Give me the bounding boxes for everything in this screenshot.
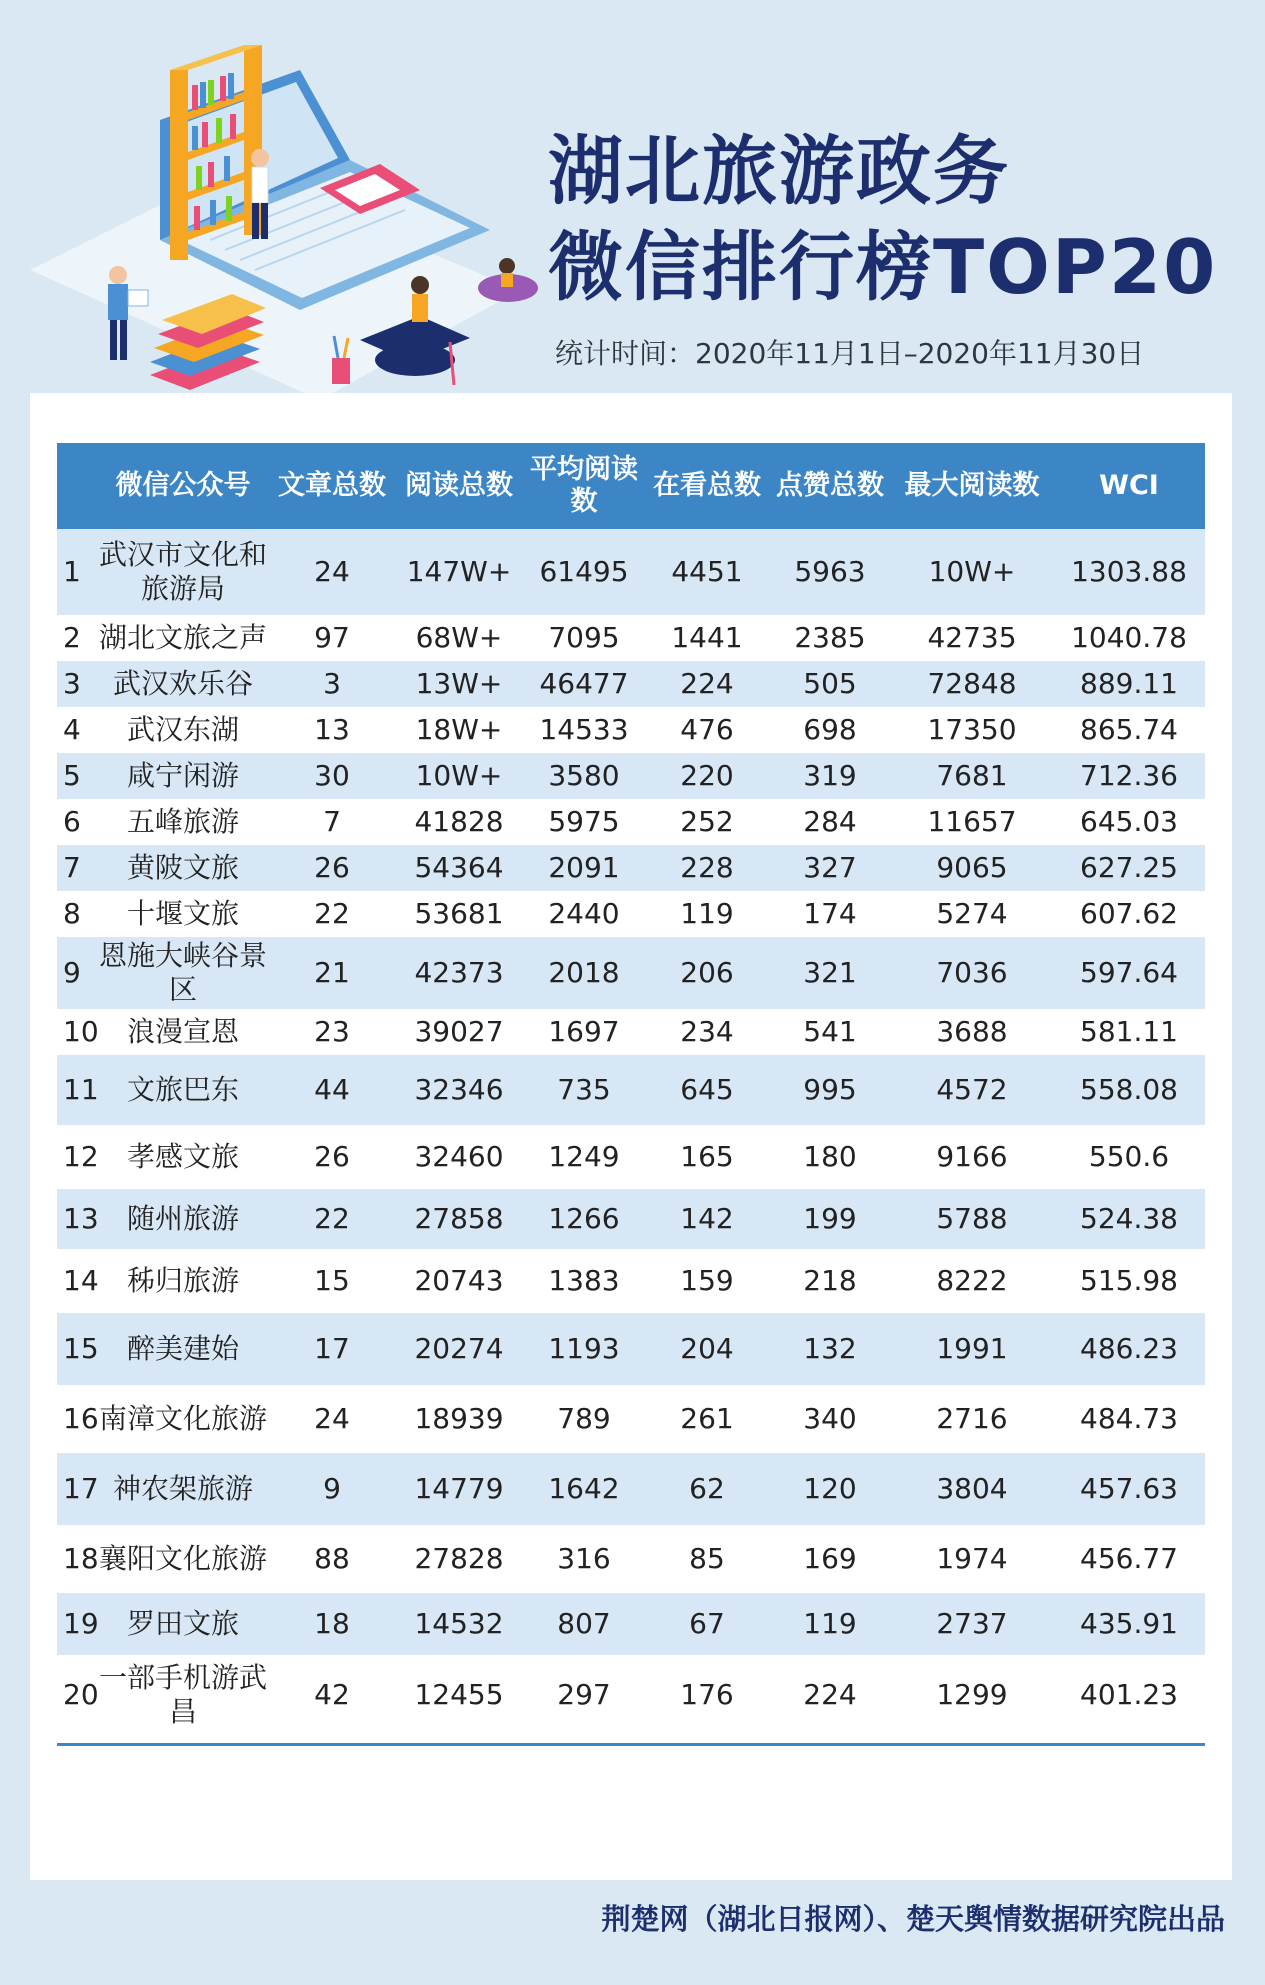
reads-cell: 42373 [395, 937, 523, 1009]
articles-cell: 21 [269, 937, 395, 1009]
table-card [30, 393, 1232, 1880]
rank-cell: 3 [57, 661, 97, 707]
wci-cell: 515.98 [1053, 1249, 1205, 1313]
rank-cell: 1 [57, 529, 97, 615]
likes-cell: 174 [769, 891, 891, 937]
max-reads-cell: 1991 [891, 1313, 1053, 1385]
avg-reads-cell: 46477 [523, 661, 645, 707]
account-name-cell: 十堰文旅 [97, 891, 269, 937]
likes-cell: 327 [769, 845, 891, 891]
header [0, 0, 1265, 395]
account-name-cell: 恩施大峡谷景区 [97, 937, 269, 1009]
table-row [57, 1655, 1205, 1735]
max-reads-cell: 1299 [891, 1655, 1053, 1735]
avg-reads-cell: 789 [523, 1385, 645, 1453]
likes-cell: 119 [769, 1593, 891, 1655]
wci-cell: 581.11 [1053, 1009, 1205, 1055]
stat-time: 统计时间：2020年11月1日–2020年11月30日 [555, 337, 1145, 370]
reads-cell: 12455 [395, 1655, 523, 1735]
title-line-1: 湖北旅游政务 [548, 127, 1011, 215]
table-row [57, 1125, 1205, 1189]
max-reads-cell: 5788 [891, 1189, 1053, 1249]
wci-cell: 401.23 [1053, 1655, 1205, 1735]
articles-cell: 23 [269, 1009, 395, 1055]
col-articles: 文章总数 [269, 443, 395, 529]
avg-reads-cell: 2091 [523, 845, 645, 891]
avg-reads-cell: 2440 [523, 891, 645, 937]
avg-reads-cell: 297 [523, 1655, 645, 1735]
reads-cell: 18939 [395, 1385, 523, 1453]
account-name-cell: 黄陂文旅 [97, 845, 269, 891]
watching-cell: 1441 [645, 615, 769, 661]
watching-cell: 119 [645, 891, 769, 937]
title-line-2: 微信排行榜TOP20 [548, 223, 1218, 311]
articles-cell: 24 [269, 529, 395, 615]
articles-cell: 26 [269, 1125, 395, 1189]
avg-reads-cell: 1697 [523, 1009, 645, 1055]
avg-reads-cell: 807 [523, 1593, 645, 1655]
col-likes: 点赞总数 [769, 443, 891, 529]
rank-cell: 5 [57, 753, 97, 799]
table-row [57, 1313, 1205, 1385]
likes-cell: 120 [769, 1453, 891, 1525]
col-watching: 在看总数 [645, 443, 769, 529]
likes-cell: 284 [769, 799, 891, 845]
max-reads-cell: 10W+ [891, 529, 1053, 615]
likes-cell: 321 [769, 937, 891, 1009]
watching-cell: 159 [645, 1249, 769, 1313]
reads-cell: 20743 [395, 1249, 523, 1313]
likes-cell: 698 [769, 707, 891, 753]
watching-cell: 204 [645, 1313, 769, 1385]
account-name-cell: 罗田文旅 [97, 1593, 269, 1655]
wci-cell: 484.73 [1053, 1385, 1205, 1453]
watching-cell: 176 [645, 1655, 769, 1735]
account-name-cell: 武汉欢乐谷 [97, 661, 269, 707]
watching-cell: 261 [645, 1385, 769, 1453]
col-avg-reads: 平均阅读数 [523, 443, 645, 529]
col-account: 微信公众号 [97, 443, 269, 529]
wci-cell: 889.11 [1053, 661, 1205, 707]
rank-cell: 13 [57, 1189, 97, 1249]
rank-cell: 4 [57, 707, 97, 753]
likes-cell: 319 [769, 753, 891, 799]
wci-cell: 712.36 [1053, 753, 1205, 799]
articles-cell: 15 [269, 1249, 395, 1313]
wci-cell: 627.25 [1053, 845, 1205, 891]
account-name-cell: 神农架旅游 [97, 1453, 269, 1525]
likes-cell: 505 [769, 661, 891, 707]
avg-reads-cell: 1642 [523, 1453, 645, 1525]
avg-reads-cell: 61495 [523, 529, 645, 615]
reads-cell: 27828 [395, 1525, 523, 1593]
rank-cell: 7 [57, 845, 97, 891]
watching-cell: 67 [645, 1593, 769, 1655]
max-reads-cell: 72848 [891, 661, 1053, 707]
table-row [57, 661, 1205, 707]
avg-reads-cell: 5975 [523, 799, 645, 845]
wci-cell: 607.62 [1053, 891, 1205, 937]
watching-cell: 206 [645, 937, 769, 1009]
articles-cell: 24 [269, 1385, 395, 1453]
table-row [57, 1593, 1205, 1655]
account-name-cell: 浪漫宣恩 [97, 1009, 269, 1055]
table-row [57, 1249, 1205, 1313]
articles-cell: 44 [269, 1055, 395, 1125]
likes-cell: 199 [769, 1189, 891, 1249]
max-reads-cell: 3688 [891, 1009, 1053, 1055]
account-name-cell: 五峰旅游 [97, 799, 269, 845]
col-reads: 阅读总数 [395, 443, 523, 529]
library-illustration [20, 40, 550, 420]
rank-cell: 19 [57, 1593, 97, 1655]
watching-cell: 62 [645, 1453, 769, 1525]
rank-cell: 6 [57, 799, 97, 845]
rank-cell: 17 [57, 1453, 97, 1525]
articles-cell: 30 [269, 753, 395, 799]
articles-cell: 22 [269, 891, 395, 937]
rank-cell: 18 [57, 1525, 97, 1593]
rank-cell: 20 [57, 1655, 97, 1735]
max-reads-cell: 2737 [891, 1593, 1053, 1655]
reads-cell: 53681 [395, 891, 523, 937]
table-row [57, 529, 1205, 615]
articles-cell: 18 [269, 1593, 395, 1655]
wci-cell: 457.63 [1053, 1453, 1205, 1525]
footer-credit: 荆楚网（湖北日报网）、楚天舆情数据研究院出品 [601, 1902, 1225, 1936]
reads-cell: 13W+ [395, 661, 523, 707]
reads-cell: 41828 [395, 799, 523, 845]
table-row [57, 1189, 1205, 1249]
max-reads-cell: 7036 [891, 937, 1053, 1009]
max-reads-cell: 3804 [891, 1453, 1053, 1525]
reads-cell: 147W+ [395, 529, 523, 615]
rank-cell: 16 [57, 1385, 97, 1453]
max-reads-cell: 42735 [891, 615, 1053, 661]
col-max-reads: 最大阅读数 [891, 443, 1053, 529]
account-name-cell: 一部手机游武昌 [97, 1655, 269, 1735]
max-reads-cell: 1974 [891, 1525, 1053, 1593]
rank-cell: 9 [57, 937, 97, 1009]
likes-cell: 169 [769, 1525, 891, 1593]
articles-cell: 88 [269, 1525, 395, 1593]
wci-cell: 1303.88 [1053, 529, 1205, 615]
rank-cell: 12 [57, 1125, 97, 1189]
watching-cell: 645 [645, 1055, 769, 1125]
max-reads-cell: 11657 [891, 799, 1053, 845]
account-name-cell: 秭归旅游 [97, 1249, 269, 1313]
wci-cell: 597.64 [1053, 937, 1205, 1009]
reads-cell: 54364 [395, 845, 523, 891]
max-reads-cell: 5274 [891, 891, 1053, 937]
articles-cell: 9 [269, 1453, 395, 1525]
table-row [57, 1055, 1205, 1125]
watching-cell: 476 [645, 707, 769, 753]
likes-cell: 224 [769, 1655, 891, 1735]
col-rank [57, 443, 97, 529]
reads-cell: 18W+ [395, 707, 523, 753]
table-row [57, 707, 1205, 753]
wci-cell: 558.08 [1053, 1055, 1205, 1125]
account-name-cell: 醉美建始 [97, 1313, 269, 1385]
max-reads-cell: 7681 [891, 753, 1053, 799]
wci-cell: 645.03 [1053, 799, 1205, 845]
reads-cell: 32346 [395, 1055, 523, 1125]
rank-cell: 14 [57, 1249, 97, 1313]
watching-cell: 252 [645, 799, 769, 845]
account-name-cell: 咸宁闲游 [97, 753, 269, 799]
articles-cell: 13 [269, 707, 395, 753]
watching-cell: 4451 [645, 529, 769, 615]
avg-reads-cell: 316 [523, 1525, 645, 1593]
reads-cell: 39027 [395, 1009, 523, 1055]
table-row [57, 1009, 1205, 1055]
rank-cell: 10 [57, 1009, 97, 1055]
likes-cell: 180 [769, 1125, 891, 1189]
rank-cell: 2 [57, 615, 97, 661]
table-header-row [57, 443, 1205, 529]
watching-cell: 234 [645, 1009, 769, 1055]
avg-reads-cell: 1383 [523, 1249, 645, 1313]
max-reads-cell: 8222 [891, 1249, 1053, 1313]
reads-cell: 27858 [395, 1189, 523, 1249]
reads-cell: 10W+ [395, 753, 523, 799]
account-name-cell: 武汉东湖 [97, 707, 269, 753]
table-row [57, 1453, 1205, 1525]
wci-cell: 435.91 [1053, 1593, 1205, 1655]
likes-cell: 995 [769, 1055, 891, 1125]
likes-cell: 132 [769, 1313, 891, 1385]
avg-reads-cell: 14533 [523, 707, 645, 753]
reads-cell: 20274 [395, 1313, 523, 1385]
account-name-cell: 孝感文旅 [97, 1125, 269, 1189]
table-row [57, 845, 1205, 891]
watching-cell: 142 [645, 1189, 769, 1249]
table-row [57, 1385, 1205, 1453]
account-name-cell: 湖北文旅之声 [97, 615, 269, 661]
articles-cell: 22 [269, 1189, 395, 1249]
account-name-cell: 襄阳文化旅游 [97, 1525, 269, 1593]
reads-cell: 14532 [395, 1593, 523, 1655]
table-row [57, 615, 1205, 661]
table-row [57, 753, 1205, 799]
avg-reads-cell: 7095 [523, 615, 645, 661]
account-name-cell: 随州旅游 [97, 1189, 269, 1249]
max-reads-cell: 9166 [891, 1125, 1053, 1189]
likes-cell: 2385 [769, 615, 891, 661]
reads-cell: 32460 [395, 1125, 523, 1189]
articles-cell: 7 [269, 799, 395, 845]
table-row [57, 1525, 1205, 1593]
wci-cell: 1040.78 [1053, 615, 1205, 661]
watching-cell: 85 [645, 1525, 769, 1593]
watching-cell: 228 [645, 845, 769, 891]
watching-cell: 224 [645, 661, 769, 707]
wci-cell: 456.77 [1053, 1525, 1205, 1593]
articles-cell: 17 [269, 1313, 395, 1385]
avg-reads-cell: 3580 [523, 753, 645, 799]
table-row [57, 891, 1205, 937]
ranking-table [57, 443, 1205, 1735]
max-reads-cell: 4572 [891, 1055, 1053, 1125]
wci-cell: 550.6 [1053, 1125, 1205, 1189]
account-name-cell: 武汉市文化和旅游局 [97, 529, 269, 615]
likes-cell: 5963 [769, 529, 891, 615]
articles-cell: 26 [269, 845, 395, 891]
table-row [57, 799, 1205, 845]
avg-reads-cell: 1249 [523, 1125, 645, 1189]
wci-cell: 865.74 [1053, 707, 1205, 753]
articles-cell: 97 [269, 615, 395, 661]
avg-reads-cell: 2018 [523, 937, 645, 1009]
likes-cell: 218 [769, 1249, 891, 1313]
wci-cell: 486.23 [1053, 1313, 1205, 1385]
rank-cell: 8 [57, 891, 97, 937]
articles-cell: 3 [269, 661, 395, 707]
account-name-cell: 南漳文化旅游 [97, 1385, 269, 1453]
reads-cell: 14779 [395, 1453, 523, 1525]
table-row [57, 937, 1205, 1009]
rank-cell: 15 [57, 1313, 97, 1385]
likes-cell: 541 [769, 1009, 891, 1055]
rank-cell: 11 [57, 1055, 97, 1125]
reads-cell: 68W+ [395, 615, 523, 661]
max-reads-cell: 9065 [891, 845, 1053, 891]
likes-cell: 340 [769, 1385, 891, 1453]
table-bottom-rule [57, 1743, 1205, 1746]
watching-cell: 220 [645, 753, 769, 799]
max-reads-cell: 17350 [891, 707, 1053, 753]
col-wci: WCI [1053, 443, 1205, 529]
wci-cell: 524.38 [1053, 1189, 1205, 1249]
watching-cell: 165 [645, 1125, 769, 1189]
avg-reads-cell: 1266 [523, 1189, 645, 1249]
max-reads-cell: 2716 [891, 1385, 1053, 1453]
avg-reads-cell: 1193 [523, 1313, 645, 1385]
avg-reads-cell: 735 [523, 1055, 645, 1125]
articles-cell: 42 [269, 1655, 395, 1735]
account-name-cell: 文旅巴东 [97, 1055, 269, 1125]
